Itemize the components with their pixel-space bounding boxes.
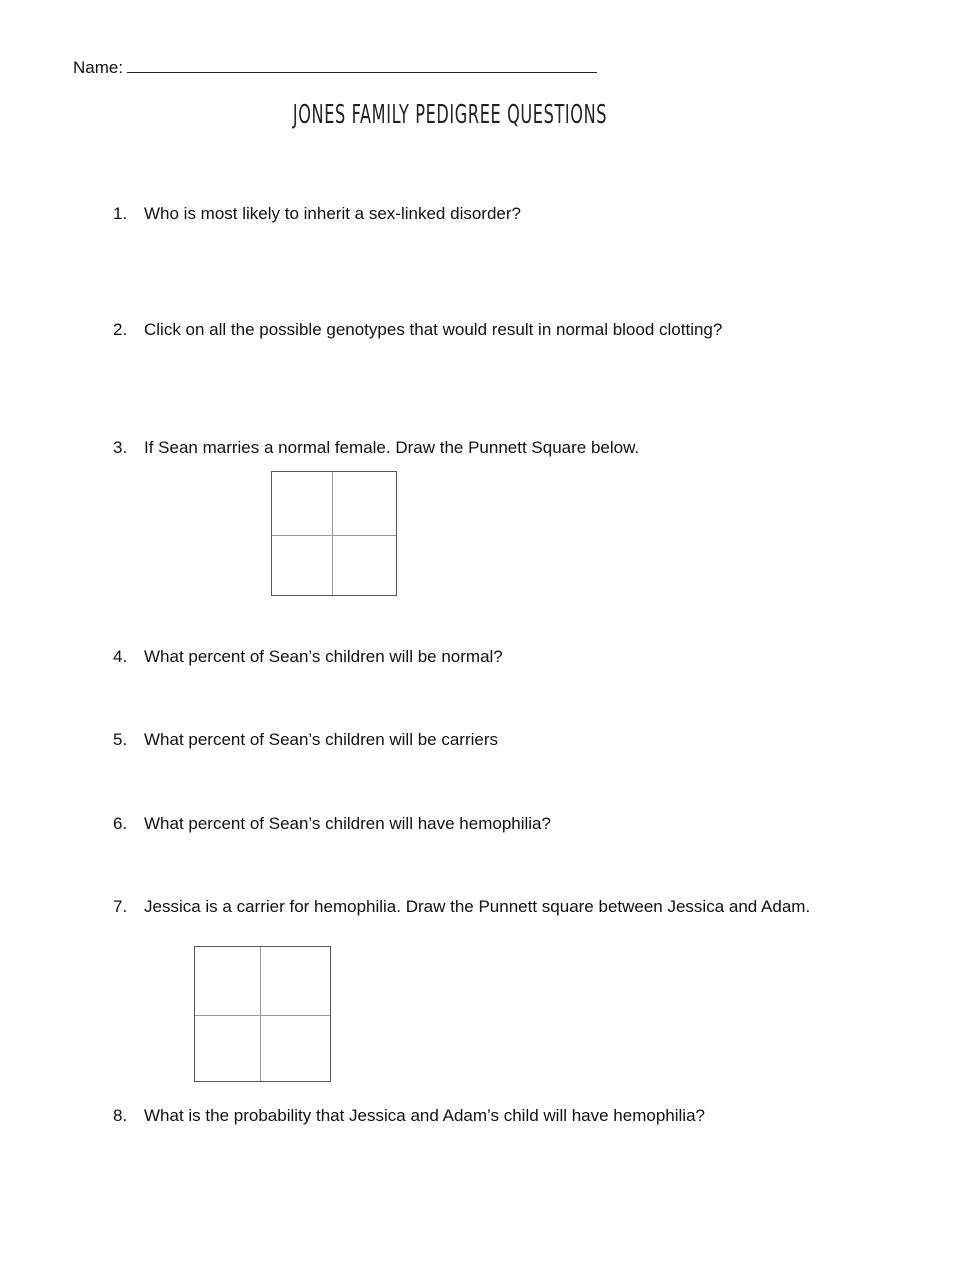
question-text: What percent of Sean’s children will be normal? bbox=[144, 647, 503, 666]
punnett-square-sean[interactable] bbox=[271, 471, 397, 596]
question-number: 2. bbox=[113, 320, 128, 339]
question-text: What is the probability that Jessica and Adam’s child will have hemophilia? bbox=[144, 1106, 705, 1125]
question-6 bbox=[113, 814, 551, 834]
question-1 bbox=[113, 204, 521, 224]
question-number: 5. bbox=[113, 730, 128, 749]
question-5 bbox=[113, 730, 498, 750]
question-7 bbox=[113, 897, 810, 917]
punnett-square-jessica-adam[interactable] bbox=[194, 946, 331, 1082]
question-number: 1. bbox=[113, 204, 128, 223]
question-text: Jessica is a carrier for hemophilia. Draw the Punnett square between Jessica and Adam. bbox=[144, 897, 811, 916]
question-3 bbox=[113, 438, 639, 458]
question-number: 8. bbox=[113, 1106, 128, 1125]
question-text: Who is most likely to inherit a sex-linked disorder? bbox=[144, 204, 521, 223]
page-title: JONES FAMILY PEDIGREE QUESTIONS bbox=[292, 100, 608, 130]
question-number: 6. bbox=[113, 814, 128, 833]
question-text: What percent of Sean’s children will have hemophilia? bbox=[144, 814, 551, 833]
punnett-divider-horizontal bbox=[272, 535, 396, 536]
question-number: 7. bbox=[113, 897, 128, 916]
question-8 bbox=[113, 1106, 705, 1126]
punnett-divider-vertical bbox=[332, 472, 333, 595]
name-field bbox=[73, 58, 597, 78]
punnett-divider-horizontal bbox=[195, 1015, 330, 1016]
question-number: 4. bbox=[113, 647, 128, 666]
name-blank-line[interactable] bbox=[127, 58, 597, 73]
question-2 bbox=[113, 320, 722, 340]
question-text: What percent of Sean’s children will be carriers bbox=[144, 730, 499, 749]
question-number: 3. bbox=[113, 438, 128, 457]
question-4 bbox=[113, 647, 503, 667]
punnett-divider-vertical bbox=[260, 947, 261, 1081]
question-text: If Sean marries a normal female. Draw the Punnett Square below. bbox=[144, 438, 640, 457]
question-text: Click on all the possible genotypes that would result in normal blood clotting? bbox=[144, 320, 723, 339]
name-label: Name: bbox=[73, 58, 124, 77]
